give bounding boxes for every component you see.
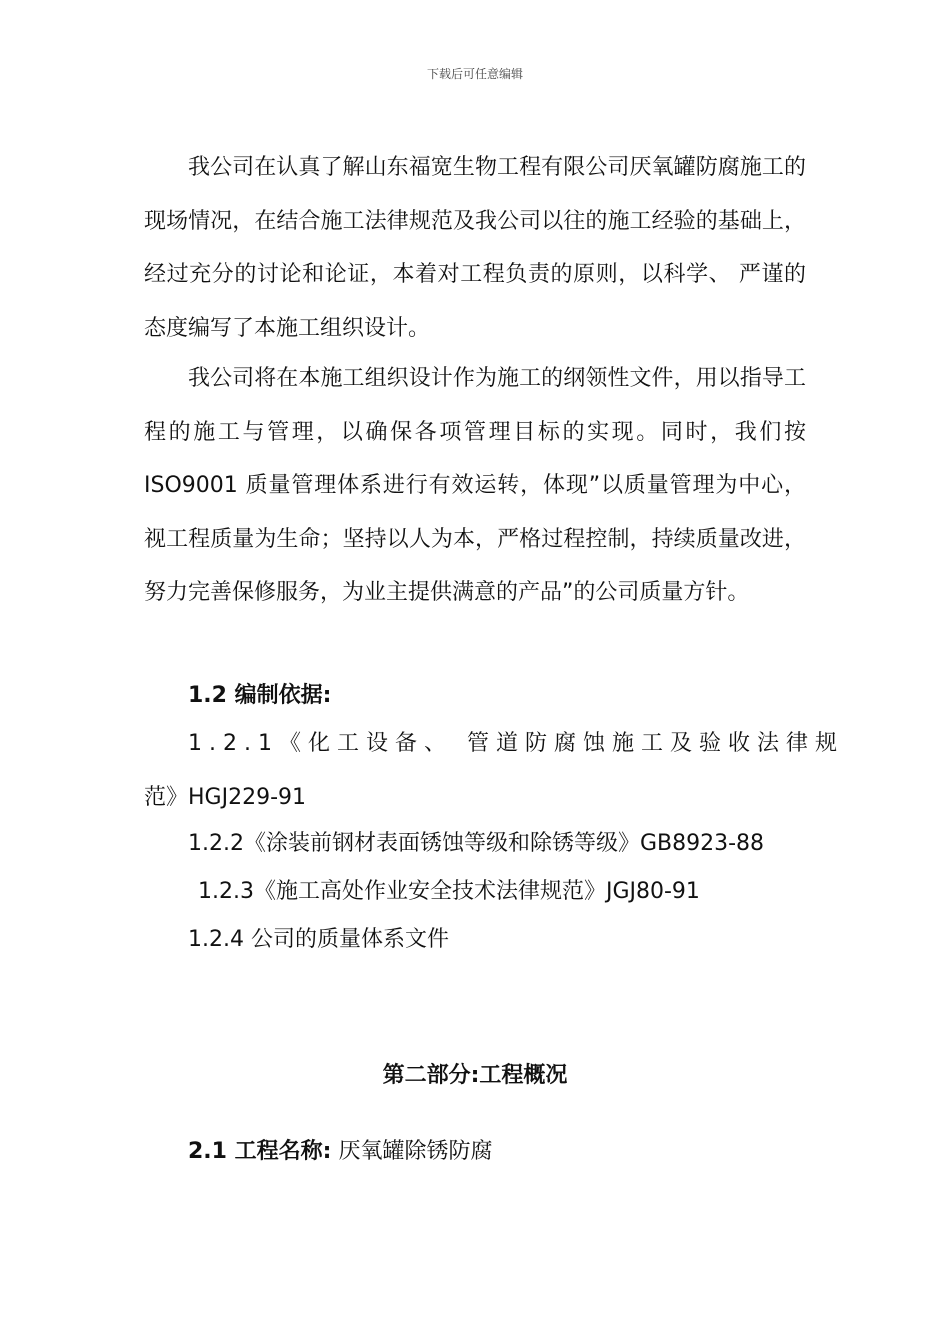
intro-paragraph-2: 我公司将在本施工组织设计作为施工的纲领性文件，用以指导工程的施工与管理，以确保各项管理目标的实现。同时，我们按 ISO9001 质量管理体系进行有效运转，体现”以质量管理为中心，视工程质量为生命；坚持以人为本，严格过程控制，持续质量改进，努力完善保修服务，为业主提供满意的产品”的公司质量方针。 — [144, 366, 806, 606]
part-2-title: 第二部分:工程概况 — [382, 1063, 568, 1088]
intro-paragraph-1: 我公司在认真了解山东福宽生物工程有限公司厌氧罐防腐施工的现场情况，在结合施工法律规范及我公司以往的施工经验的基础上，经过充分的讨论和论证，本着对工程负责的原则，以科学、 严谨的态度编写了本施工组织设计。 — [144, 155, 806, 341]
reference-item-4: 1.2.4 公司的质量体系文件 — [188, 927, 449, 952]
reference-item-2: 1.2.2《涂装前钢材表面锈蚀等级和除锈等级》GB8923-88 — [188, 831, 765, 856]
page-header-note: 下载后可任意编辑 — [426, 67, 523, 81]
reference-item-3: 1.2.3《施工高处作业安全技术法律规范》JGJ80-91 — [198, 879, 700, 904]
section-heading-1-2: 1.2 编制依据: — [188, 683, 332, 708]
reference-item-1-line-2: 范》HGJ229-91 — [144, 785, 307, 810]
project-name-label: 2.1 工程名称: — [188, 1139, 332, 1164]
project-name-value: 厌氧罐除锈防腐 — [338, 1139, 493, 1164]
project-name-row — [188, 1137, 492, 1167]
reference-item-1-line-1: 1.2.1《化工设备、 管道防腐蚀施工及验收法律规 — [188, 731, 844, 756]
